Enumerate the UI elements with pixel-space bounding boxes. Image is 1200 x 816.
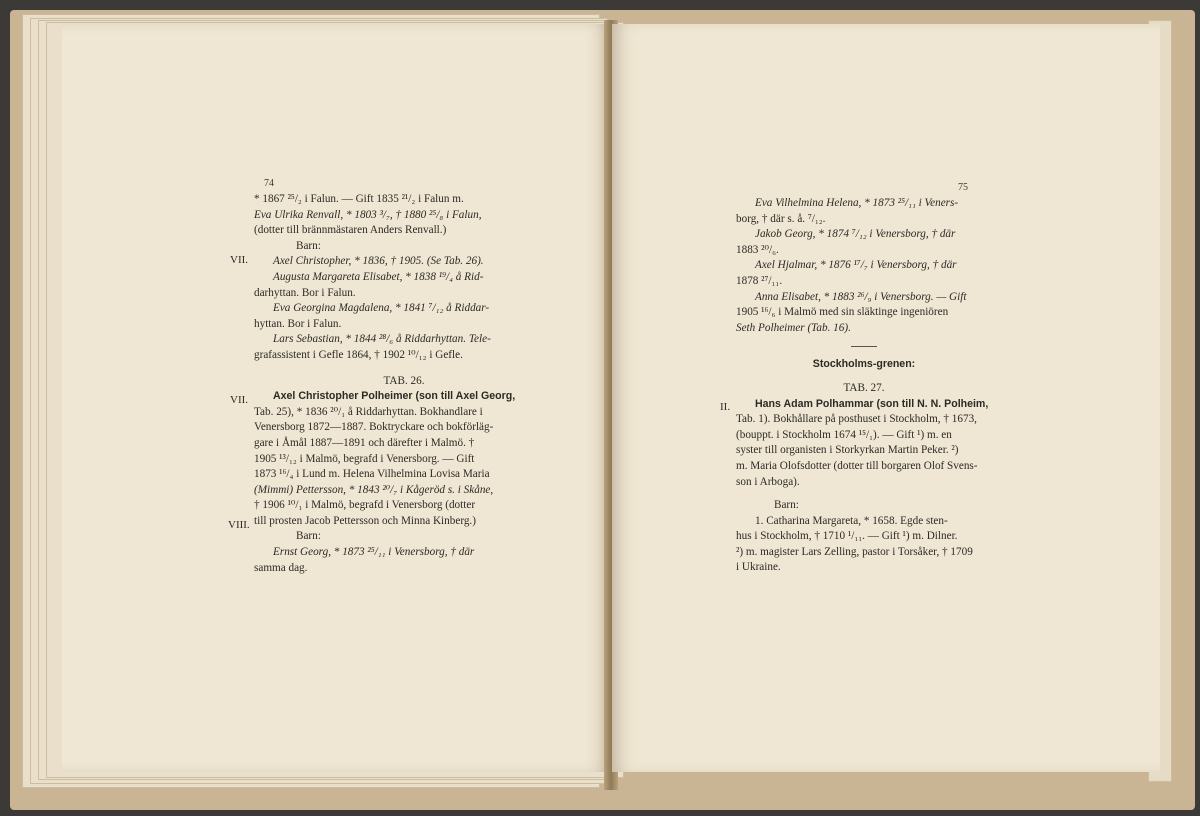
barn-label: Barn: [296,530,321,543]
tab-line: † 1906 ¹⁰/₁ i Malmö, begrafd i Venersborg (dotter [254,499,476,512]
entry-line: Seth Polheimer (Tab. 16). [736,321,851,334]
child-line: hyttan. Bor i Falun. [254,317,342,330]
child-line: Augusta Margareta Elisabet, * 1838 ¹⁹/₄ å Rid- [273,270,484,283]
tab-line-text: Axel Christopher Polheimer (son till Axel Georg, [273,390,516,403]
right-text-column [736,196,992,576]
tab-line-text: Hans Adam Polhammar (son till N. N. Polheim, [755,397,989,410]
text-line: (dotter till brännmästaren Anders Renvall.) [254,224,447,237]
child-line: ²) m. magister Lars Zelling, pastor i Torsåker, † 1709 [736,545,973,558]
entry-line: Anna Elisabet, * 1883 ²⁶/₉ i Venersborg. — Gift [755,290,967,303]
tab-line: Venersborg 1872—1887. Boktryckare och bokförläg- [254,421,494,434]
entry-line: borg, † där s. å. ⁷/₁₂. [736,212,826,225]
left-page [62,24,610,772]
tab-line: gare i Åmål 1887—1891 och därefter i Malmö. † [254,436,475,449]
child-line: 1. Catharina Margareta, * 1658. Egde sten- [755,514,948,527]
generation-numeral: VII. [230,394,249,406]
text-line: Eva Ulrika Renvall, * 1803 ³/₇, † 1880 ²⁵/₈ i Falun, [254,208,482,221]
entry-line: 1878 ²⁷/₁₁. [736,274,783,287]
tab-line: Tab. 25), * 1836 ²⁰/₁ å Riddarhyttan. Bokhandlare i [254,405,483,418]
tab-line: 1873 ¹⁶/₄ i Lund m. Helena Vilhelmina Lovisa Maria [254,468,490,481]
right-page [612,24,1160,772]
tab-line: (bouppt. i Stockholm 1674 ¹⁵/₁). — Gift ¹) m. en [736,428,952,441]
generation-numeral: VII. [230,254,249,266]
generation-numeral: II. [720,401,731,413]
generation-numeral: VIII. [228,519,250,531]
tab-line [254,389,554,405]
tab-line [736,397,992,413]
tab-line: Tab. 1). Bokhållare på posthuset i Stockholm, † 1673, [736,413,977,426]
child-line: Ernst Georg, * 1873 ²⁵/₁₁ i Venersborg, † där [273,546,475,559]
child-line: samma dag. [254,561,308,574]
entry-line: Axel Hjalmar, * 1876 ¹⁷/₇ i Venersborg, † där [755,259,957,272]
tab-line: syster till organisten i Storkyrkan Martin Peker. ²) [736,444,959,457]
section-heading: Stockholms-grenen: [812,358,916,371]
entry-line: Jakob Georg, * 1874 ⁷/₁₂ i Venersborg, † där [755,228,956,241]
child-line: darhyttan. Bor i Falun. [254,286,356,299]
tab-heading: TAB. 27. [843,381,885,394]
entry-line: 1905 ¹⁶/₆ i Malmö med sin släktinge ingeniören [736,306,949,319]
child-line: grafassistent i Gefle 1864, † 1902 ¹⁰/₁₂ i Gefle. [254,348,463,361]
barn-label: Barn: [774,499,799,512]
left-text-column [254,192,554,576]
tab-line: 1905 ¹³/₁₂ i Malmö, begrafd i Venersborg. — Gift [254,452,475,465]
entry-line: 1883 ²⁰/₆. [736,243,779,256]
tab-line: till prosten Jacob Pettersson och Minna Kinberg.) [254,514,476,527]
child-line: Eva Georgina Magdalena, * 1841 ⁷/₁₂ å Riddar- [273,302,490,315]
barn-label: Barn: [296,239,321,252]
child-line: Axel Christopher, * 1836, † 1905. (Se Tab. 26). [273,255,484,268]
text-line: * 1867 ²⁵/₂ i Falun. — Gift 1835 ²¹/₂ i Falun m. [254,193,464,205]
child-line: hus i Stockholm, † 1710 ¹/₁₁. — Gift ¹) m. Dilner. [736,530,958,543]
entry-line: Eva Vilhelmina Helena, * 1873 ²⁵/₁₁ i Veners- [755,197,959,209]
page-number: 74 [264,178,274,189]
tab-heading: TAB. 26. [383,374,425,387]
child-line: i Ukraine. [736,561,781,574]
tab-line: son i Arboga). [736,475,800,488]
tab-line: m. Maria Olofsdotter (dotter till borgaren Olof Svens- [736,459,978,472]
tab-line: (Mimmi) Pettersson, * 1843 ²⁰/₇ i Kågeröd s. i Skåne, [254,483,494,496]
page-number: 75 [958,182,968,193]
child-line: Lars Sebastian, * 1844 ²⁸/₆ å Riddarhyttan. Tele- [273,333,491,346]
section-divider [851,346,877,347]
